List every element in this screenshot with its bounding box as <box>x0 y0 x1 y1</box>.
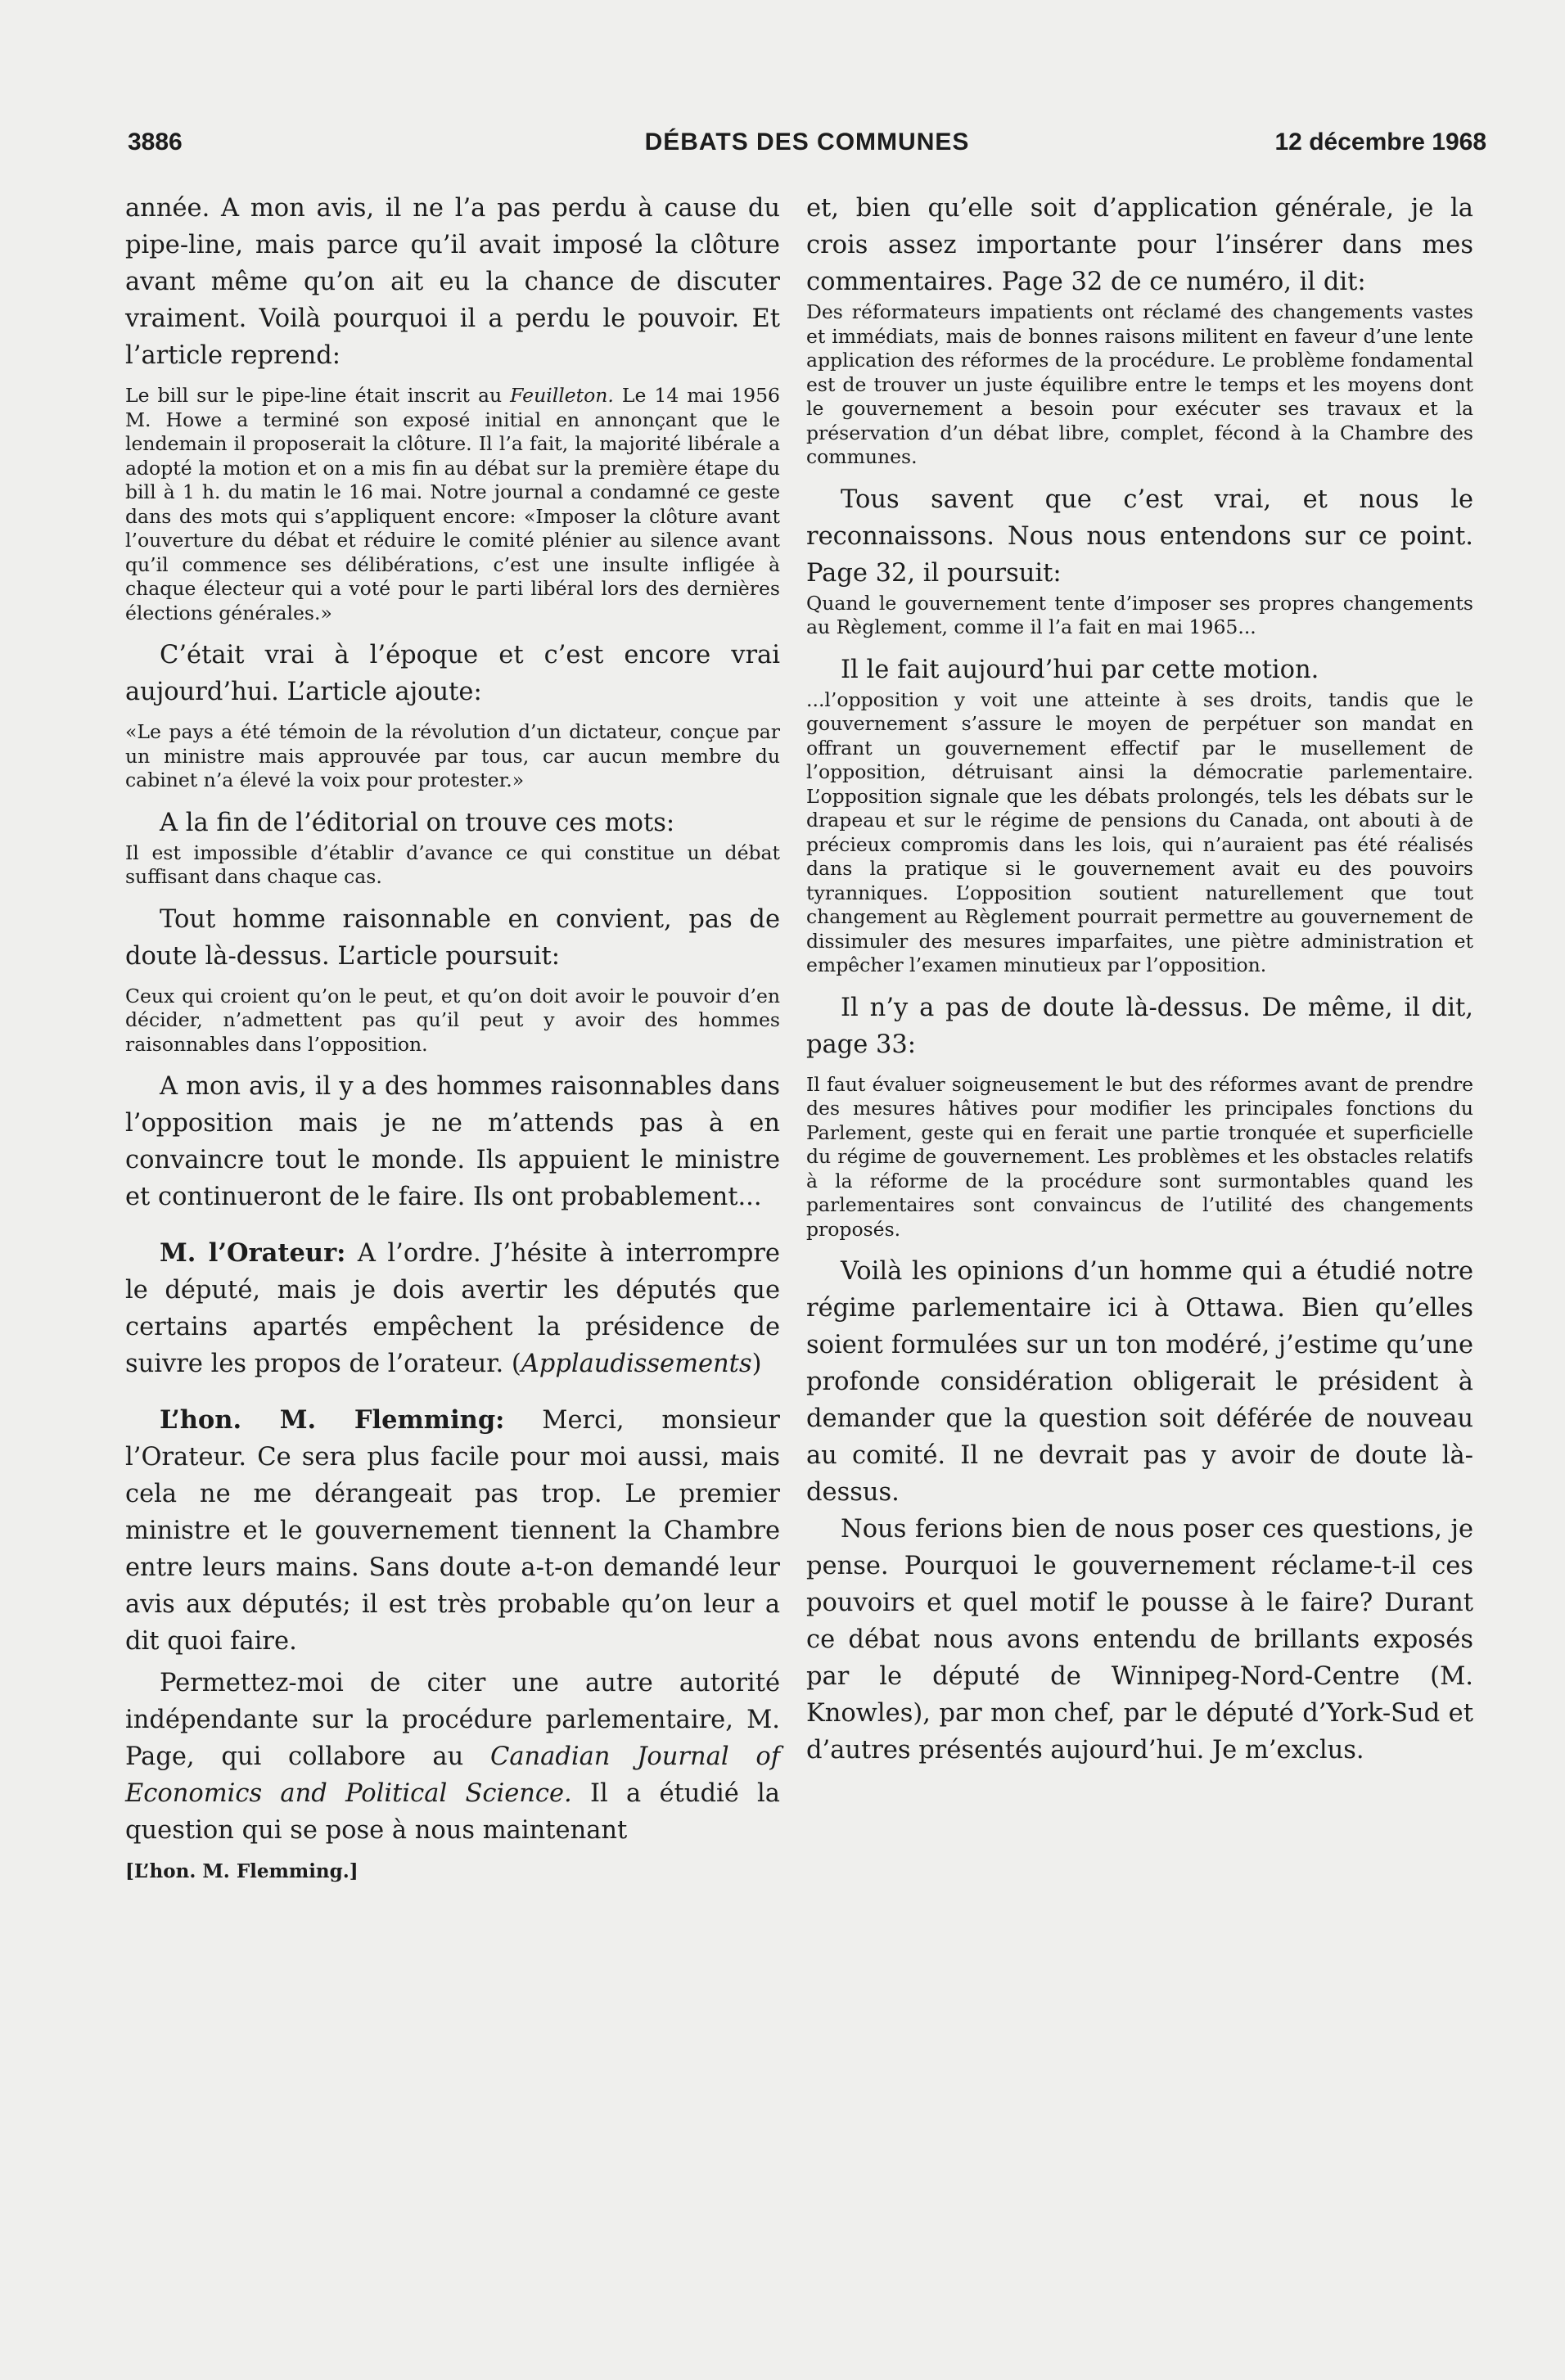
paragraph: Il le fait aujourd’hui par cette motion. <box>841 655 1319 684</box>
quotation: «Le pays a été témoin de la révolution d’un dictateur, conçue par un ministre mais approuvée par tous, car aucun membre du cabinet n’a élevé la voix pour protester.» <box>125 720 780 791</box>
quotation: Ceux qui croient qu’on le peut, et qu’on doit avoir le pouvoir d’en décider, n’admettent pas qu’il peut y avoir des hommes raisonnables dans l’opposition. <box>125 984 780 1056</box>
speaker-name: L’hon. M. Flemming: <box>160 1405 505 1435</box>
paragraph: année. A mon avis, il ne l’a pas perdu à cause du pipe-line, mais parce qu’il avait imposé la clôture avant même qu’on ait eu la chance de discuter vraiment. Voilà pourquoi il a perdu le pouvoir. Et l’article reprend: <box>125 194 780 370</box>
page-date: 12 décembre 1968 <box>1274 128 1486 156</box>
speaker-footer: [L’hon. M. Flemming.] <box>125 1860 359 1882</box>
publication-title: DÉBATS DES COMMUNES <box>644 128 970 156</box>
paragraph: Permettez-moi de citer une autre autorité indépendante sur la procédure parlementaire, M. Page, qui collabore au Canadian Journal of Economics and Political Science. Il a étudié la question qui se pose à nous maintenant <box>125 1669 780 1845</box>
paragraph: A mon avis, il y a des hommes raisonnables dans l’opposition mais je ne m’attends pas à en convaincre tout le monde. Ils appuient le ministre et continueront de le faire. Ils ont probablement... <box>125 1072 780 1211</box>
paragraph: Il n’y a pas de doute là-dessus. De même, il dit, page 33: <box>806 993 1473 1059</box>
speaker-paragraph: L’hon. M. Flemming: Merci, monsieur l’Orateur. Ce sera plus facile pour moi aussi, mais cela ne me dérangeait pas trop. Le premier ministre et le gouvernement tiennent la Chambre entre leurs mains. Sans doute a-t-on demandé leur avis aux députés; il est très probable qu’on leur a dit quoi faire. <box>125 1405 781 1656</box>
paragraph: C’était vrai à l’époque et c’est encore vrai aujourd’hui. L’article ajoute: <box>125 641 780 706</box>
paragraph: Voilà les opinions d’un homme qui a étudié notre régime parlementaire ici à Ottawa. Bien qu’elles soient formulées sur un ton modéré, j’estime qu’une profonde considération obligerait le président à demander que la question soit déférée de nouveau au comité. Il ne devrait pas y avoir de doute là-dessus. <box>806 1257 1473 1507</box>
paragraph: Tout homme raisonnable en convient, pas de doute là-dessus. L’article poursuit: <box>125 904 780 971</box>
left-column <box>125 190 780 1882</box>
paragraph: Nous ferions bien de nous poser ces questions, je pense. Pourquoi le gouvernement réclame-t-il ces pouvoirs et quel motif le pousse à le faire? Durant ce débat nous avons entendu de brillants exposés par le député de Winnipeg-Nord-Centre (M. Knowles), par mon chef, par le député d’York-Sud et d’autres présentés aujourd’hui. Je m’exclus. <box>806 1515 1473 1765</box>
quotation: Il est impossible d’établir d’avance ce qui constitue un débat suffisant dans chaque cas. <box>125 841 780 888</box>
quotation: ...l’opposition y voit une atteinte à ses droits, tandis que le gouvernement s’assure le moyen de perpétuer son mandat en offrant un gouvernement effectif par le musellement de l’opposition, détruisant ainsi la démocratie parlementaire. L’opposition signale que les débats prolongés, tels les débats sur le drapeau et sur le régime de pensions du Canada, ont abouti à de précieux compromis dans les lois, qui n’auraient pas été réalisés dans la pratique si le gouvernement avait eu des pouvoirs tyranniques. L’opposition soutient naturellement que tout changement au Règlement pourrait permettre au gouvernement de dissimuler des mesures imparfaites, une piètre administration et empêcher l’examen minutieux par l’opposition. <box>806 687 1473 976</box>
paragraph: Tous savent que c’est vrai, et nous le reconnaissons. Nous nous entendons sur ce point. Page 32, il poursuit: <box>806 485 1473 588</box>
quotation: Quand le gouvernement tente d’imposer ses propres changements au Règlement, comme il l’a fait en mai 1965... <box>806 591 1473 638</box>
speaker-paragraph: M. l’Orateur: A l’ordre. J’hésite à interrompre le député, mais je dois avertir les députés que certains apartés empêchent la présidence de suivre les propos de l’orateur. (Applaudissements) <box>125 1238 780 1378</box>
right-column <box>806 190 1473 1769</box>
paragraph: A la fin de l’éditorial on trouve ces mots: <box>160 808 675 837</box>
paragraph: et, bien qu’elle soit d’application générale, je la crois assez importante pour l’insérer dans mes commentaires. Page 32 de ce numéro, il dit: <box>806 194 1473 296</box>
quotation: Le bill sur le pipe-line était inscrit au Feuilleton. Le 14 mai 1956 M. Howe a terminé son exposé initial en annonçant que le lendemain il proposerait la clôture. Il l’a fait, la majorité libérale a adopté la motion et on a mis fin au débat sur la première étape du bill à 1 h. du matin le 16 mai. Notre journal a condamné ce geste dans des mots qui s’appliquent encore: «Imposer la clôture avant l’ouverture du débat et réduire le comité plénier au silence avant qu’il commence ses délibérations, c’est une insulte infligée à chaque électeur qui a voté pour le parti libéral lors des dernières élections générales.» <box>125 384 780 624</box>
page-number: 3886 <box>128 128 183 156</box>
quotation: Il faut évaluer soigneusement le but des réformes avant de prendre des mesures hâtives pour modifier les principales fonctions du Parlement, geste qui en ferait une partie tronquée et superficielle du régime de gouvernement. Les problèmes et les obstacles relatifs à la réforme de la procédure sont surmontables quand les parlementaires sont convaincus de l’utilité des changements proposés. <box>806 1072 1473 1241</box>
quotation: Des réformateurs impatients ont réclamé des changements vastes et immédiats, mais de bonnes raisons militent en faveur d’une lente application des réformes de la procédure. Le problème fondamental est de trouver un juste équilibre entre le temps et les moyens dont le gouvernement a besoin pour exécuter ses travaux et la préservation d’un débat libre, complet, fécond à la Chambre des communes. <box>806 300 1473 468</box>
speaker-name: M. l’Orateur: <box>160 1238 346 1268</box>
page-header <box>128 128 1486 165</box>
